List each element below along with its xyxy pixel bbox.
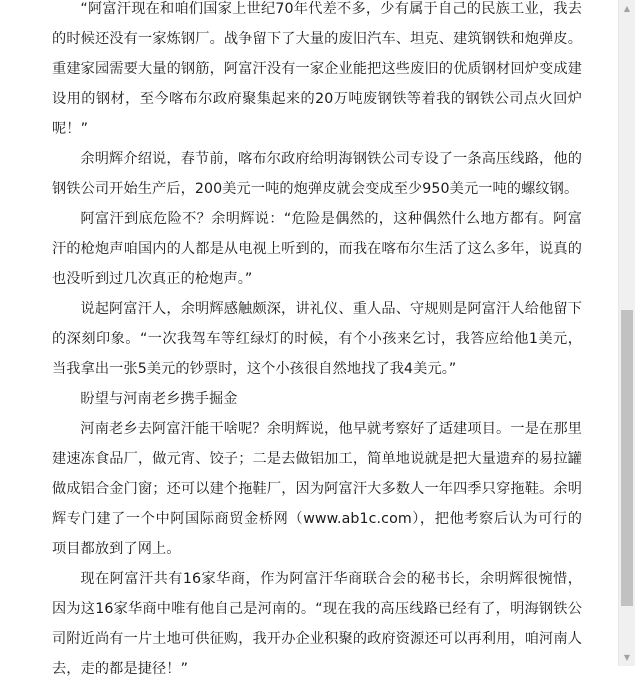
paragraph-afghan-people: 说起阿富汗人，余明辉感触颇深，讲礼仪、重人品、守规则是阿富汗人给他留下的深刻印象。“一次我驾车等红绿灯的时候，有个小孩来乞讨，我答应给他1美元，当我拿出一张5美元的钞票时，这个小孩很自然地找了我4美元。” bbox=[52, 301, 582, 377]
scroll-up-icon[interactable]: ▲ bbox=[623, 4, 631, 13]
vertical-scrollbar[interactable] bbox=[618, 0, 635, 666]
section-subheading: 盼望与河南老乡携手掘金 bbox=[80, 391, 238, 407]
scroll-thumb[interactable] bbox=[621, 310, 633, 606]
paragraph-danger: 阿富汗到底危险不？余明辉说：“危险是偶然的，这种偶然什么地方都有。阿富汗的枪炮声咱国内的人都是从电视上听到的，而我在喀布尔生活了这么多年，说真的也没听到过几次真正的枪炮声。” bbox=[52, 211, 582, 287]
scroll-down-icon[interactable]: ▼ bbox=[623, 653, 631, 662]
paragraph-chinese-merchants: 现在阿富汗共有16家华商，作为阿富汗华商联合会的秘书长，余明辉很惋惜，因为这16家华商中唯有他自己是河南的。“现在我的高压线路已经有了，明海钢铁公司附近尚有一片土地可供征购，我开办企业积聚的政府资源还可以再利用，咱河南人去，走的都是捷径！” bbox=[52, 571, 582, 677]
article-body bbox=[52, 0, 582, 684]
paragraph-steel-industry: “阿富汗现在和咱们国家上世纪70年代差不多，少有属于自己的民族工业，我去的时候还没有一家炼钢厂。战争留下了大量的废旧汽车、坦克、建筑钢铁和炮弹皮。重建家园需要大量的钢筋，阿富汗没有一家企业能把这些废旧的优质钢材回炉变成建设用的钢材，至今喀布尔政府聚集起来的20万吨废钢铁等着我的钢铁公司点火回炉呢！” bbox=[52, 1, 582, 137]
paragraph-power-line: 余明辉介绍说，春节前，喀布尔政府给明海钢铁公司专设了一条高压线路，他的钢铁公司开始生产后，200美元一吨的炮弹皮就会变成至少950美元一吨的螺纹钢。 bbox=[52, 151, 582, 197]
paragraph-projects: 河南老乡去阿富汗能干啥呢？余明辉说，他早就考察好了适建项目。一是在那里建速冻食品厂，做元宵、饺子；二是去做铝加工，简单地说就是把大量遗弃的易拉罐做成铝合金门窗；还可以建个拖鞋厂，因为阿富汗大多数人一年四季只穿拖鞋。余明辉专门建了一个中阿国际商贸金桥网（www.ab1c.com），把他考察后认为可行的项目都放到了网上。 bbox=[52, 421, 582, 557]
